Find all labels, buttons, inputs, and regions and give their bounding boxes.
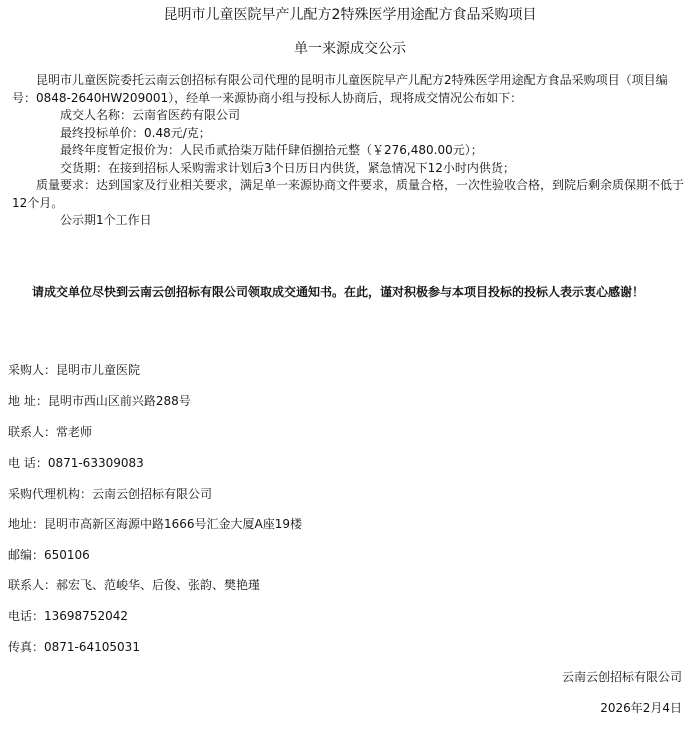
document-subtitle: 单一来源成交公示 [294, 41, 406, 57]
winner-line: 成交人名称：云南省医药有限公司 [60, 108, 241, 122]
public-period-line: 公示期1个工作日 [60, 213, 152, 227]
agency-name: 采购代理机构：云南云创招标有限公司 [8, 487, 213, 501]
purchaser-address: 地 址：昆明市西山区前兴路288号 [8, 394, 191, 408]
agency-phone: 电话：13698752042 [8, 609, 128, 623]
agency-address: 地址：昆明市高新区海源中路1666号汇金大厦A座19楼 [8, 517, 303, 531]
agency-fax: 传真：0871-64105031 [8, 640, 140, 654]
notice-paragraph: 请成交单位尽快到云南云创招标有限公司领取成交通知书。在此，谨对积极参与本项目投标的投标人表示衷心感谢！ [32, 285, 645, 299]
quality-line: 质量要求：达到国家及行业相关要求，满足单一来源协商文件要求，质量合格，一次性验收合格，到院后剩余质保期不低于12个月。 [12, 178, 685, 210]
document-title: 昆明市儿童医院早产儿配方2特殊医学用途配方食品采购项目 [163, 7, 537, 23]
purchaser-phone: 电 话：0871-63309083 [8, 456, 144, 470]
unit-price-line: 最终投标单价：0.48元/克； [60, 125, 211, 140]
annual-price-line: 最终年度暂定报价为：人民币贰拾柒万陆仟肆佰捌拾元整（￥276,480.00元）； [60, 143, 483, 157]
agency-contacts: 联系人：郝宏飞、范峻华、后俊、张韵、樊艳瑾 [8, 578, 261, 592]
agency-postcode: 邮编：650106 [8, 548, 90, 562]
announcement-body [12, 72, 688, 230]
intro-paragraph: 昆明市儿童医院委托云南云创招标有限公司代理的昆明市儿童医院早产儿配方2特殊医学用途配方食品采购项目（项目编号：0848-2640HW209001），经单一来源协商小组与投标人协商后，现将成交情况公布如下： [12, 73, 668, 105]
purchaser-name: 采购人：昆明市儿童医院 [8, 363, 141, 377]
delivery-line: 交货期：在接到招标人采购需求计划后3个日历日内供货，紧急情况下12小时内供货； [60, 160, 515, 175]
signature-company: 云南云创招标有限公司 [561, 670, 682, 684]
purchaser-contact: 联系人：常老师 [8, 425, 93, 439]
signature-date: 2026年2月4日 [600, 701, 682, 715]
